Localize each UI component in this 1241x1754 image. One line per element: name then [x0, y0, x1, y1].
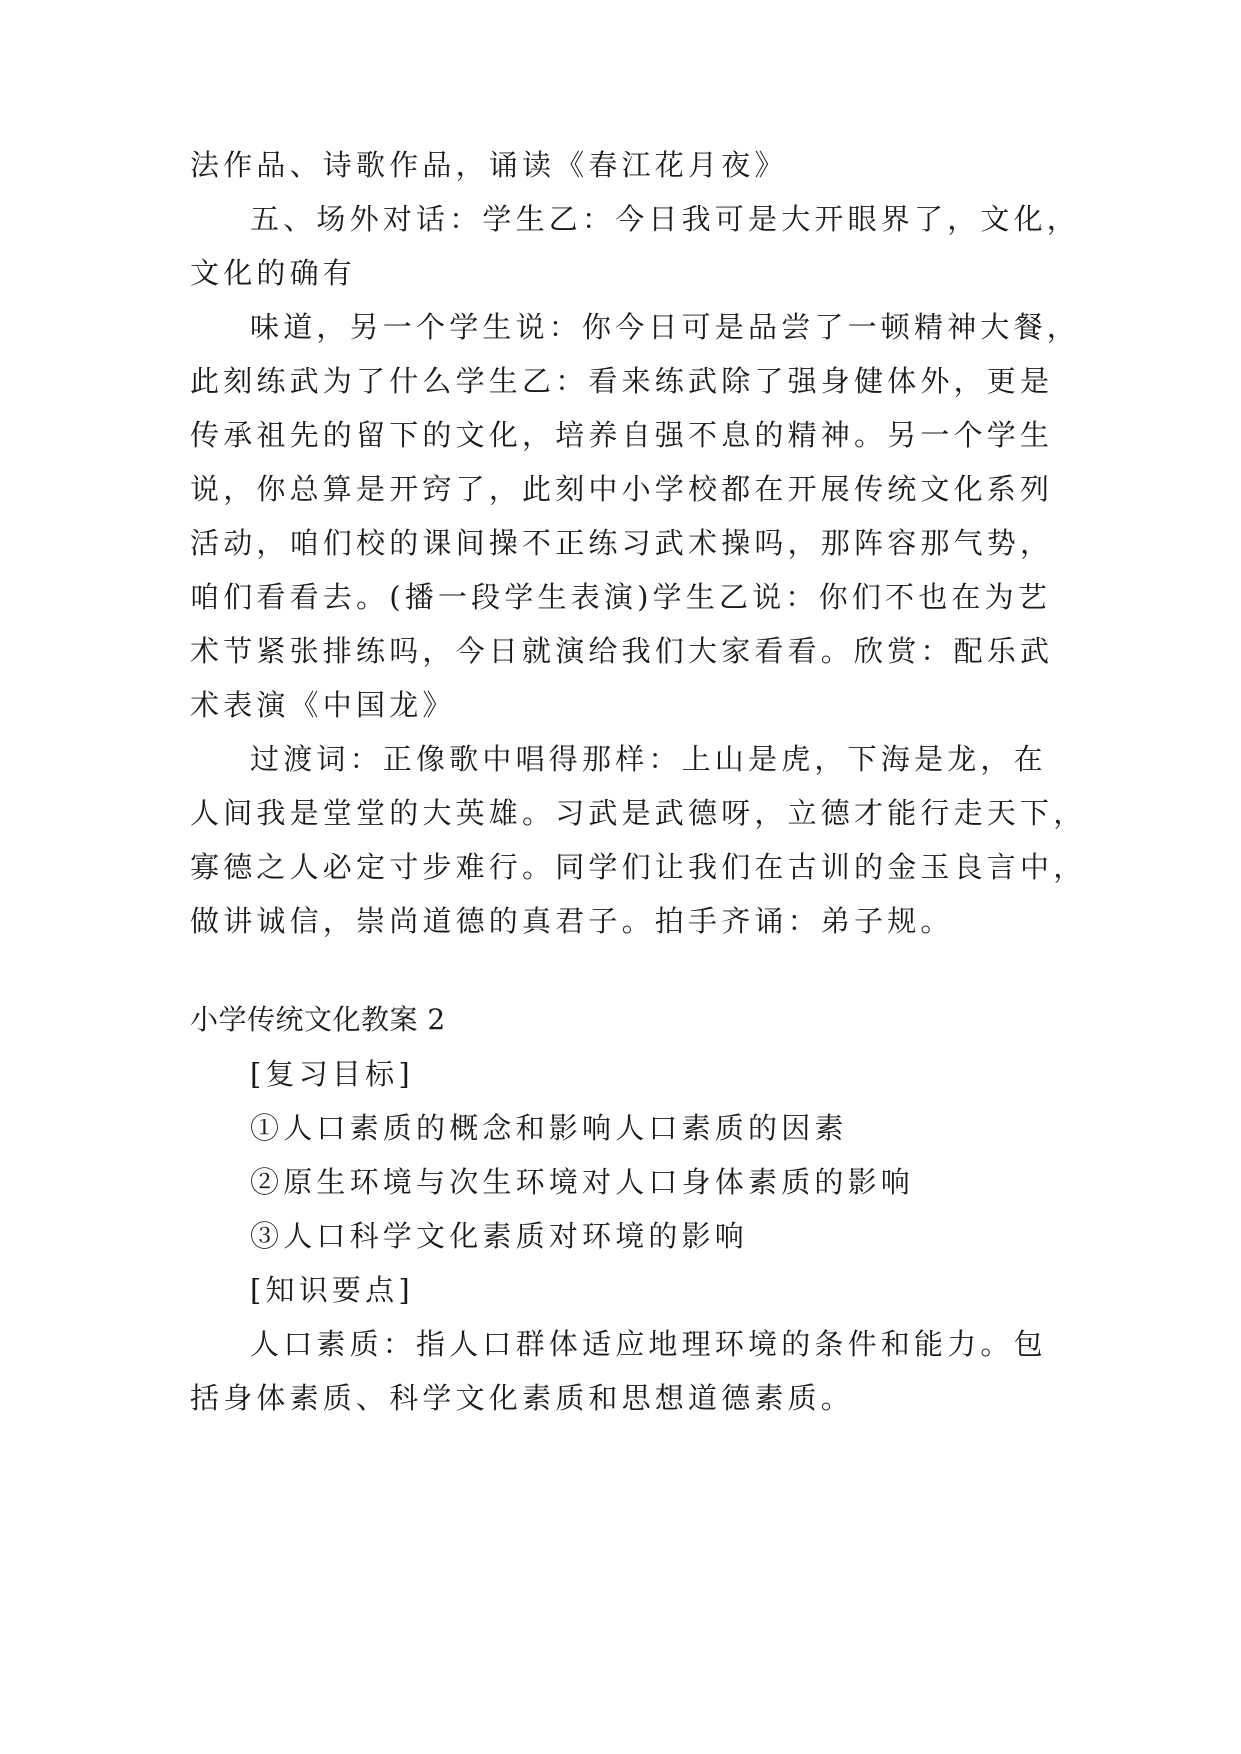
- paragraph-line: 括身体素质、科学文化素质和思想道德素质。: [190, 1381, 855, 1415]
- paragraph-line: 说，你总算是开窍了，此刻中小学校都在开展传统文化系列: [190, 472, 1054, 506]
- paragraph-line: 法作品、诗歌作品，诵读《春江花月夜》: [190, 148, 788, 182]
- paragraph-line: ③人口科学文化素质对环境的影响: [250, 1219, 749, 1253]
- section-heading: 小学传统文化教案 2: [190, 1003, 446, 1036]
- paragraph-line: 做讲诚信，崇尚道德的真君子。拍手齐诵：弟子规。: [190, 904, 954, 938]
- paragraph-line: 五、场外对话：学生乙：今日我可是大开眼界了，文化，: [250, 202, 1081, 236]
- paragraph-line: 活动，咱们校的课间操不正练习武术操吗，那阵容那气势，: [190, 526, 1054, 560]
- paragraph-line: 术节紧张排练吗，今日就演给我们大家看看。欣赏：配乐武: [190, 634, 1054, 668]
- paragraph-line: 过渡词：正像歌中唱得那样：上山是虎，下海是龙，在: [250, 742, 1047, 776]
- paragraph-line: 此刻练武为了什么学生乙：看来练武除了强身健体外，更是: [190, 364, 1054, 398]
- paragraph-line: 寡德之人必定寸步难行。同学们让我们在古训的金玉良言中，: [190, 850, 1087, 884]
- paragraph-line: [知识要点]: [250, 1273, 414, 1307]
- paragraph-line: 文化的确有: [190, 256, 357, 290]
- paragraph-line: 人间我是堂堂的大英雄。习武是武德呀，立德才能行走天下，: [190, 796, 1087, 830]
- paragraph-line: ①人口素质的概念和影响人口素质的因素: [250, 1111, 848, 1145]
- paragraph-line: 咱们看看去。(播一段学生表演)学生乙说：你们不也在为艺: [190, 580, 1052, 614]
- paragraph-line: 术表演《中国龙》: [190, 688, 456, 722]
- paragraph-line: ②原生环境与次生环境对人口身体素质的影响: [250, 1165, 915, 1199]
- paragraph-line: 味道，另一个学生说：你今日可是品尝了一顿精神大餐，: [250, 310, 1081, 344]
- paragraph-line: 人口素质：指人口群体适应地理环境的条件和能力。包: [250, 1327, 1047, 1361]
- paragraph-line: 传承祖先的留下的文化，培养自强不息的精神。另一个学生: [190, 418, 1054, 452]
- paragraph-line: [复习目标]: [250, 1057, 414, 1091]
